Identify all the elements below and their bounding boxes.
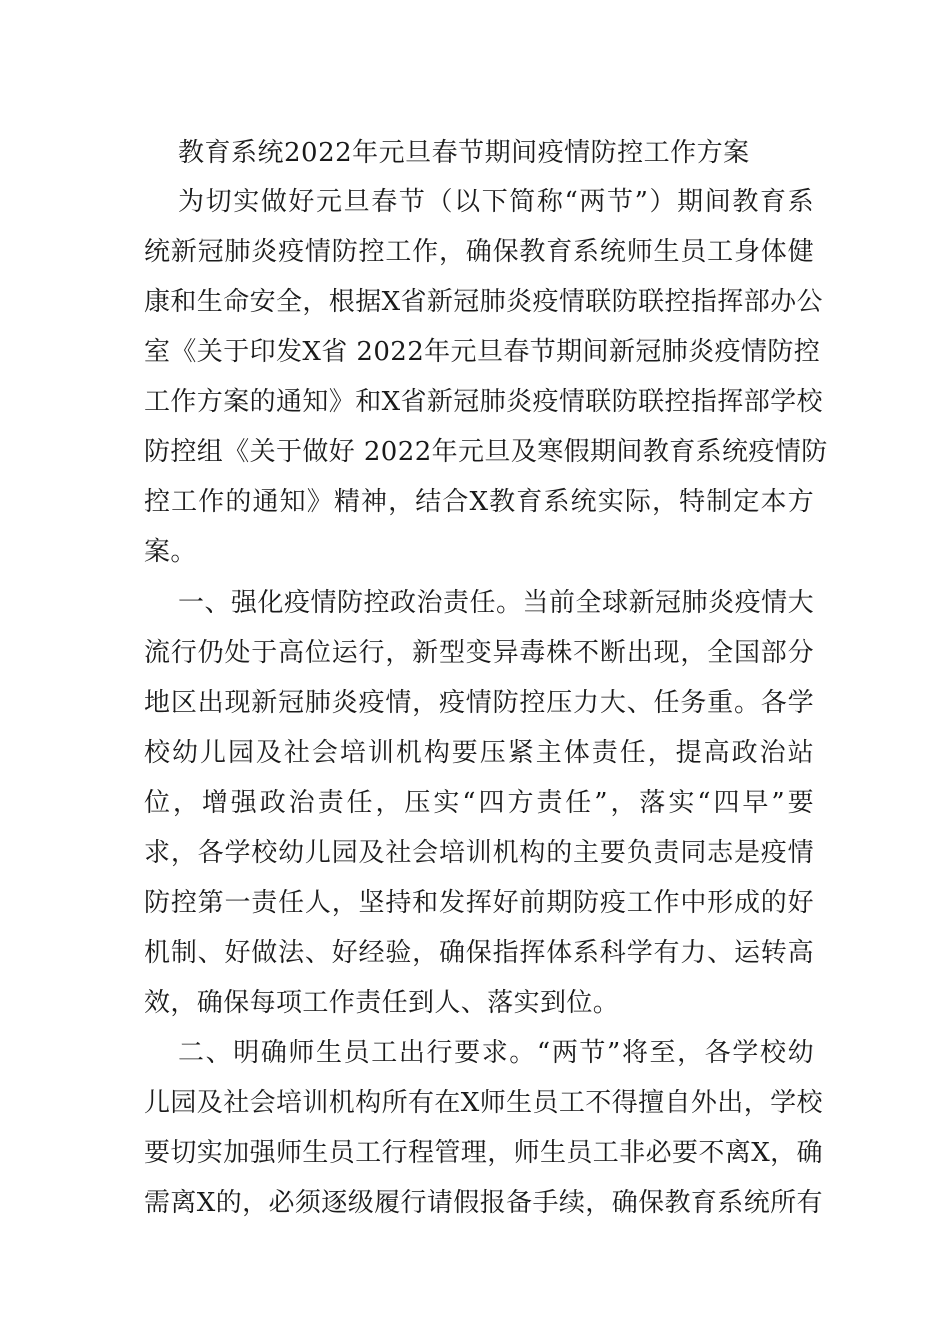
paragraph-line: 效，确保每项工作责任到人、落实到位。 (144, 988, 620, 1018)
paragraph-line: 工作方案的通知》和X省新冠肺炎疫情联防联控指挥部学校 (144, 387, 823, 417)
paragraph-line: 防控组《关于做好 2022年元旦及寒假期间教育系统疫情防 (144, 437, 828, 467)
paragraph-line: 位，增强政治责任，压实“四方责任”，落实“四早”要 (144, 788, 814, 818)
paragraph-line: 控工作的通知》精神，结合X教育系统实际，特制定本方 (144, 487, 814, 517)
paragraph-line: 流行仍处于高位运行，新型变异毒株不断出现，全国部分 (144, 638, 814, 668)
document-title: 教育系统2022年元旦春节期间疫情防控工作方案 (178, 138, 750, 168)
paragraph-line: 需离X的，必须逐级履行请假报备手续，确保教育系统所有 (144, 1188, 823, 1218)
paragraph-line: 一、强化疫情防控政治责任。当前全球新冠肺炎疫情大 (178, 588, 814, 618)
paragraph-line: 统新冠肺炎疫情防控工作，确保教育系统师生员工身体健 (144, 237, 814, 267)
paragraph-line: 二、明确师生员工出行要求。“两节”将至，各学校幼 (178, 1038, 814, 1068)
paragraph-line: 机制、好做法、好经验，确保指挥体系科学有力、运转高 (144, 938, 814, 968)
paragraph-line: 案。 (144, 537, 197, 567)
paragraph-line: 康和生命安全，根据X省新冠肺炎疫情联防联控指挥部办公 (144, 287, 823, 317)
paragraph-line: 校幼儿园及社会培训机构要压紧主体责任，提高政治站 (144, 738, 814, 768)
paragraph-line: 求，各学校幼儿园及社会培训机构的主要负责同志是疫情 (144, 838, 814, 868)
paragraph-line: 地区出现新冠肺炎疫情，疫情防控压力大、任务重。各学 (144, 688, 814, 718)
paragraph-line: 防控第一责任人，坚持和发挥好前期防疫工作中形成的好 (144, 888, 814, 918)
paragraph-line: 室《关于印发X省 2022年元旦春节期间新冠肺炎疫情防控 (144, 337, 821, 367)
paragraph-line: 儿园及社会培训机构所有在X师生员工不得擅自外出，学校 (144, 1088, 823, 1118)
paragraph-line: 为切实做好元旦春节（以下简称“两节”）期间教育系 (178, 187, 814, 217)
paragraph-line: 要切实加强师生员工行程管理，师生员工非必要不离X，确 (144, 1138, 823, 1168)
